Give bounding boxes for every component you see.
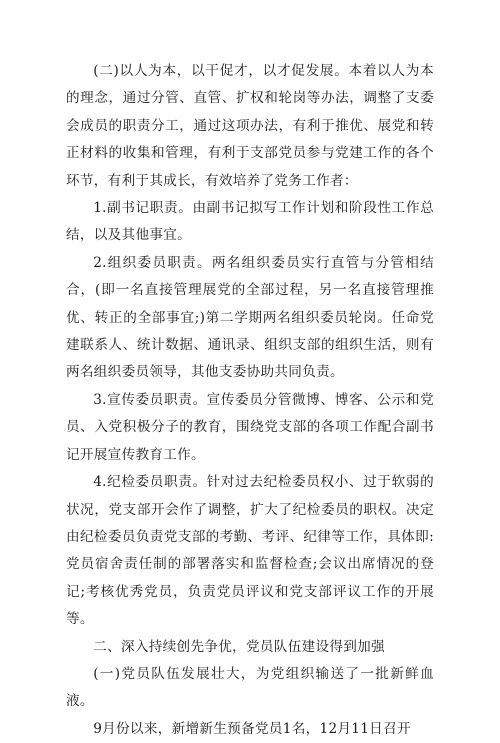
duty-paragraph-organization-committee: 2.组织委员职责。两名组织委员实行直管与分管相结合，(即一名直接管理展党的全部过程，另一名直接管理推优、转正的全部事宜;)第二学期两名组织委员轮岗。任命党建联系人、统计数据、通讯录、组织支部的组织生活，则有两名组织委员领导，其他支委协助共同负责。 xyxy=(66,254,434,381)
section-paragraph-people-oriented: (二)以人为本，以干促才，以才促发展。本着以人为本的理念，通过分管、直管、扩权和轮岗等办法，调整了支委会成员的职责分工，通过这项办法，有利于推优、展党和转正材料的收集和管理，有利于支部党员参与党建工作的各个环节，有利于其成长，有效培养了党务工作者： xyxy=(66,63,434,189)
duty-paragraph-publicity-committee: 3.宣传委员职责。宣传委员分管微博、博客、公示和党员、入党积极分子的教育，围绕党支部的各项工作配合副书记开展宣传教育工作。 xyxy=(66,391,434,463)
section-heading-two: 二、深入持续创先争优，党员队伍建设得到加强 xyxy=(93,638,385,655)
subsection-heading-team-growth: (一)党员队伍发展壮大，为党组织输送了一批新鲜血液。 xyxy=(66,665,434,710)
body-paragraph-new-members: 9月份以来，新增新生预备党员1名，12月11日召开 xyxy=(93,720,411,737)
duty-paragraph-deputy-secretary: 1.副书记职责。由副书记拟写工作计划和阶段性工作总结，以及其他事宜。 xyxy=(66,200,434,244)
duty-paragraph-discipline-committee: 4.纪检委员职责。针对过去纪检委员权小、过于软弱的状况，党支部开会作了调整，扩大了纪检委员的职权。决定由纪检委员负责党支部的考勤、考评、纪律等工作，具体即:党员宿舍责任制的部署落实和监督检查;会议出席情况的登记;考核优秀党员，负责党员评议和党支部评议工作的开展等。 xyxy=(66,474,434,628)
